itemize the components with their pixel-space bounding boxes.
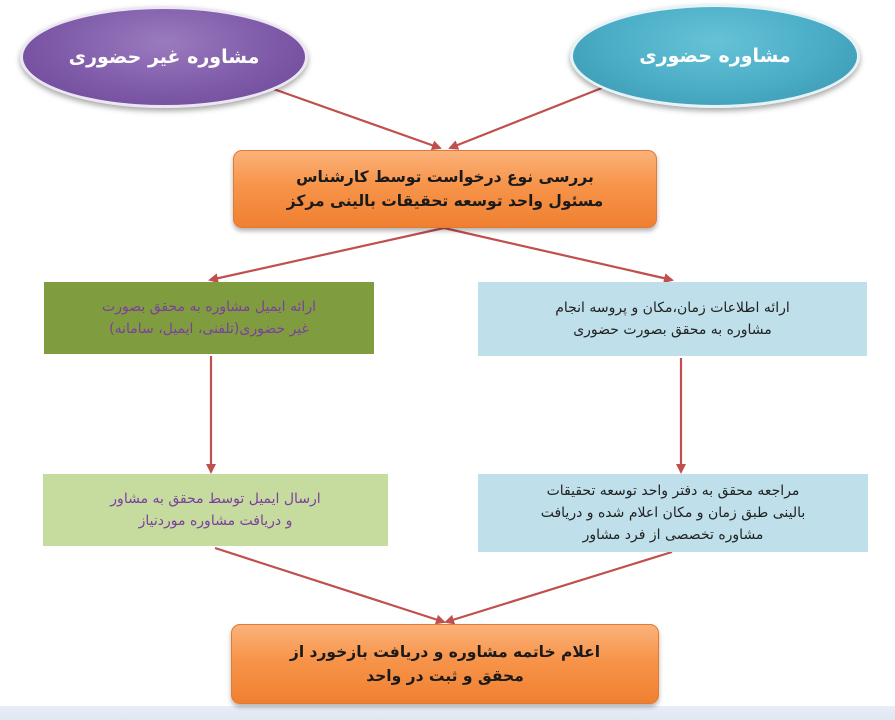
remote-step1-node (44, 282, 374, 354)
arrow-inperson-step2-to-final (446, 552, 672, 622)
arrow-review-to-inperson-step1 (444, 228, 672, 280)
remote-step2-label: ارسال ایمیل توسط محقق به مشاور و دریافت مشاوره موردنیاز (110, 491, 321, 529)
arrow-remote-step2-to-final (215, 548, 444, 622)
final-step-label: اعلام خاتمه مشاوره و دریافت بازخورد از محقق و ثبت در واحد (289, 643, 601, 685)
inperson-step2-label: مراجعه محقق به دفتر واحد توسعه تحقیقات بالینی طبق زمان و مکان اعلام شده و دریافت مشاوره تخصصی از فرد مشاور (540, 483, 806, 543)
remote-consultation-node (20, 6, 308, 108)
final-step-node (231, 624, 659, 704)
remote-step1-label: ارائه ایمیل مشاوره به محقق بصورت غیر حضوری(تلفنی، ایمیل، سامانه) (102, 299, 316, 337)
inperson-step2-node (478, 474, 868, 552)
review-request-node (233, 150, 657, 228)
arrow-remote-to-review (265, 86, 440, 148)
review-request-label: بررسی نوع درخواست توسط کارشناس مسئول واحد توسعه تحقیقات بالینی مرکز (286, 168, 604, 210)
inperson-step1-node (478, 282, 867, 356)
arrow-review-to-remote-step1 (210, 228, 444, 280)
remote-consultation-label: مشاوره غیر حضوری (68, 46, 260, 68)
inperson-consultation-label: مشاوره حضوری (639, 45, 791, 67)
inperson-consultation-node (570, 4, 860, 108)
remote-step2-node (43, 474, 388, 546)
inperson-step1-label: ارائه اطلاعات زمان،مکان و پروسه انجام مشاوره به محقق بصورت حضوری (555, 300, 790, 338)
arrow-inperson-to-review (450, 84, 612, 148)
